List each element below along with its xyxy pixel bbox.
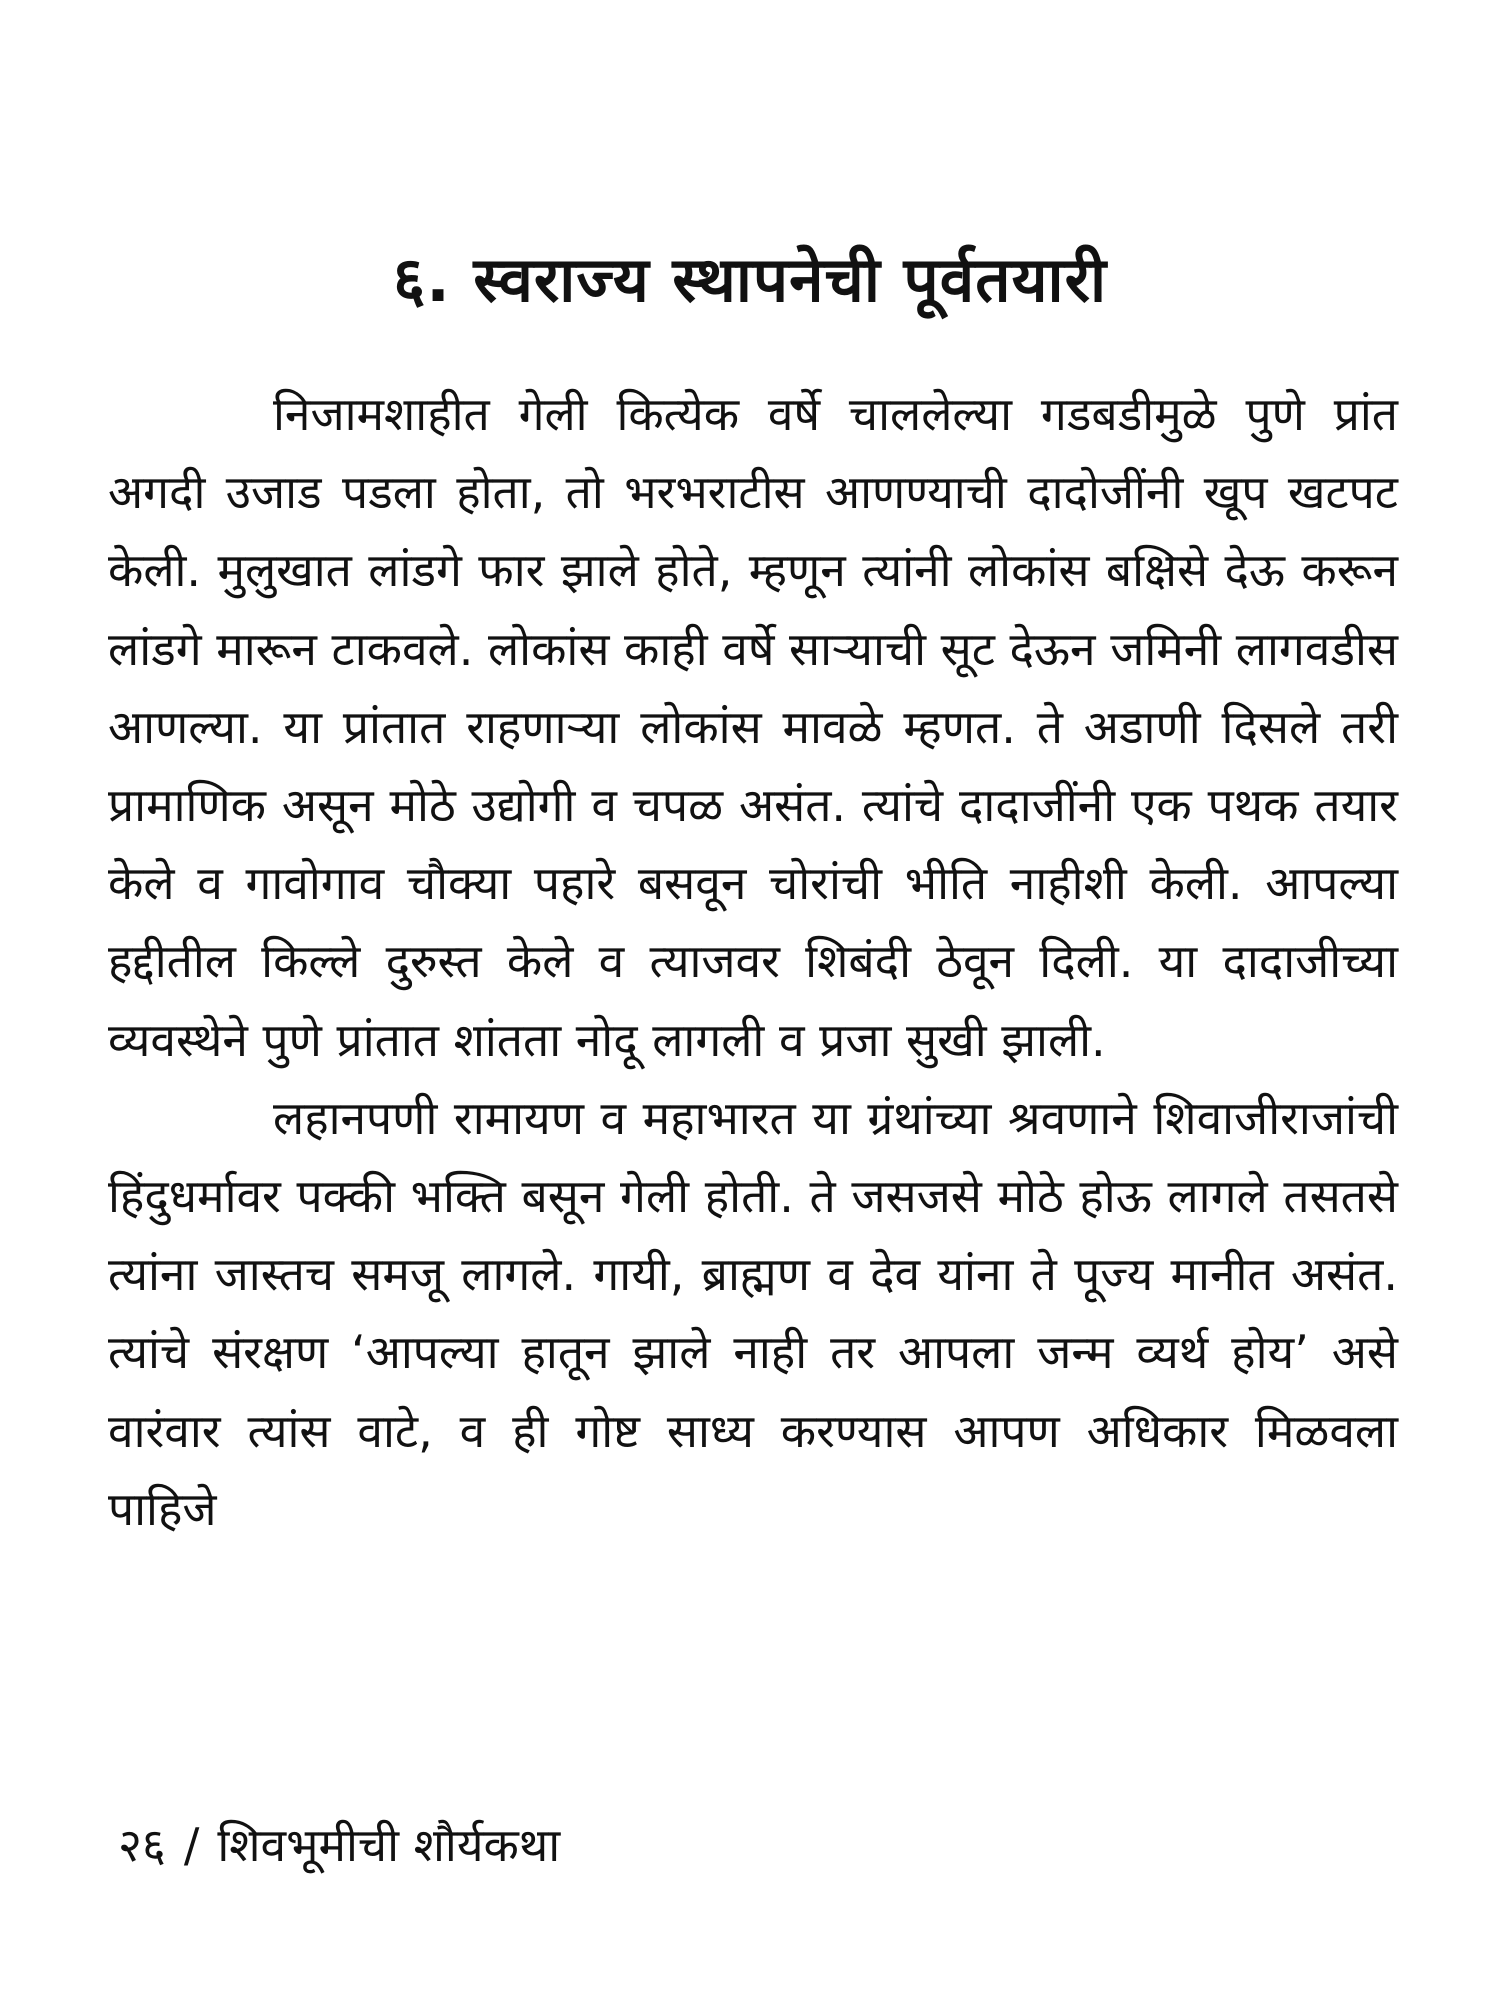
paragraph-1: निजामशाहीत गेली कित्येक वर्षे चाललेल्या गडबडीमुळे पुणे प्रांत अगदी उजाड पडला होता, तो भरभराटीस आणण्याची दादोजींनी खूप खटपट केली. मुलुखात लांडगे फार झाले होते, म्हणून त्यांनी लोकांस बक्षिसे देऊ करून लांडगे मारून टाकवले. लोकांस काही वर्षे साऱ्याची सूट देऊन जमिनी लागवडीस आणल्या. या प्रांतात राहणाऱ्या लोकांस मावळे म्हणत. ते अडाणी दिसले तरी प्रामाणिक असून मोठे उद्योगी व चपळ असंत. त्यांचे दादाजींनी एक पथक तयार केले व गावोगाव चौक्या पहारे बसवून चोरांची भीति नाहीशी केली. आपल्या हद्दीतील किल्ले दुरुस्त केले व त्याजवर शिबंदी ठेवून दिली. या दादाजीच्या व्यवस्थेने पुणे प्रांतात शांतता नोदू लागली व प्रजा सुखी झाली. [108,387,1399,1067]
paragraph-2: लहानपणी रामायण व महाभारत या ग्रंथांच्या श्रवणाने शिवाजीराजांची हिंदुधर्मावर पक्की भक्ति बसून गेली होती. ते जसजसे मोठे होऊ लागले तसतसे त्यांना जास्तच समजू लागले. गायी, ब्राह्मण व देव यांना ते पूज्य मानीत असंत. त्यांचे संरक्षण ‘आपल्या हातून झाले नाही तर आपला जन्म व्यर्थ होय’ असे वारंवार त्यांस वाटे, व ही गोष्ट साध्य करण्यास आपण अधिकार मिळवला पाहिजे [108,1090,1398,1536]
body-text [108,375,1398,1548]
book-title: शिवभूमीची शौर्यकथा [217,1818,561,1872]
page-number: २६ [118,1818,166,1872]
chapter-title: ६. स्वराज्य स्थापनेची पूर्वतयारी [392,242,1108,316]
footer-separator: / [183,1818,200,1872]
page-footer [118,1815,560,1875]
